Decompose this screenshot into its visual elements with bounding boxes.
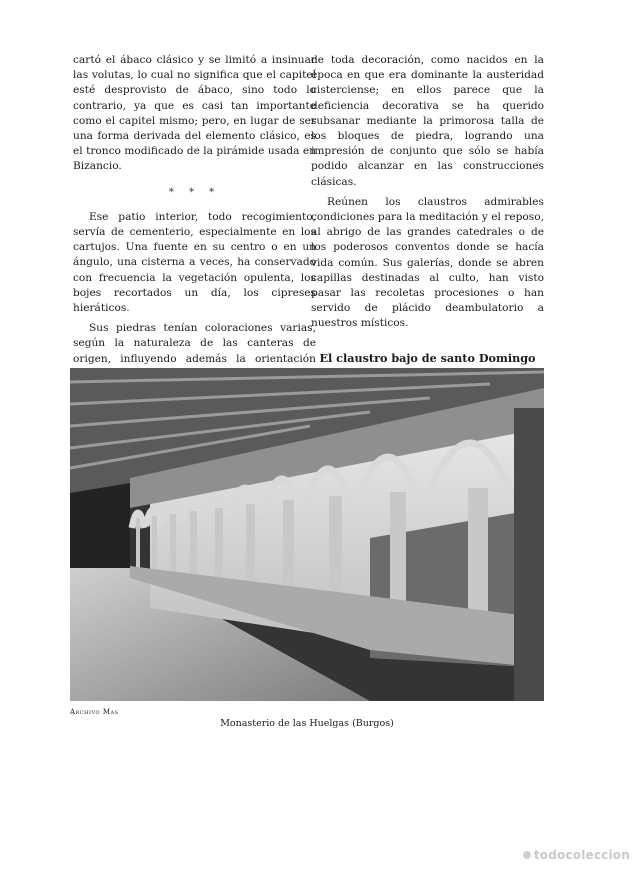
paragraph: Ese patio interior, todo recogimiento, servía de cementerio, especialmente en los cartujos. Una fuente en su centro o en un ángulo, una cisterna a veces, ha conservado con frecuencia la vegetación opulenta, los bojes recortados un día, los cipreses hieráticos. (73, 210, 316, 315)
photo-caption: Monasterio de las Huelgas (Burgos) (220, 718, 394, 729)
paragraph: cartó el ábaco clásico y se limitó a insinuar las volutas, lo cual no significa que el capitel esté desprovisto de ábaco, sino todo lo contrario, ya que es casi tan importante como el capitel mismo; pero, en lugar de ser una forma derivada del elemento clásico, es el tronco modificado de la pirámide usada en Bizancio. (73, 54, 316, 173)
section-separator: * * * (168, 186, 221, 198)
watermark (523, 848, 630, 862)
cloister-photograph (70, 368, 544, 701)
paragraph: Sus piedras tenían coloraciones varias, según la naturaleza de las canteras de origen, influyendo además la orientación (73, 322, 316, 365)
photo-credit: Archivo Mas (70, 708, 119, 716)
paragraph: de toda decoración, como nacidos en la época en que era dominante la austeridad cisterciense; en ellos parece que la deficiencia decorativa se ha querido subsanar mediante la primorosa talla de los bloques de piedra, logrando una impresión de conjunto que sólo se había podido alcanzar en las construcciones clásicas. (311, 54, 544, 188)
watermark-text: todocoleccion (533, 848, 630, 862)
section-heading-line: El claustro bajo de santo Domingo (319, 350, 536, 365)
watermark-logo-icon (523, 851, 531, 859)
paragraph: Reúnen los claustros admirables condiciones para la meditación y el reposo, al abrigo de las grandes catedrales o de los poderosos conventos donde se hacía vida común. Sus galerías, donde se abren capillas destinadas al culto, han visto pasar las recoletas procesiones o han servido de plácido deambulatorio a nuestros místicos. (311, 195, 544, 330)
